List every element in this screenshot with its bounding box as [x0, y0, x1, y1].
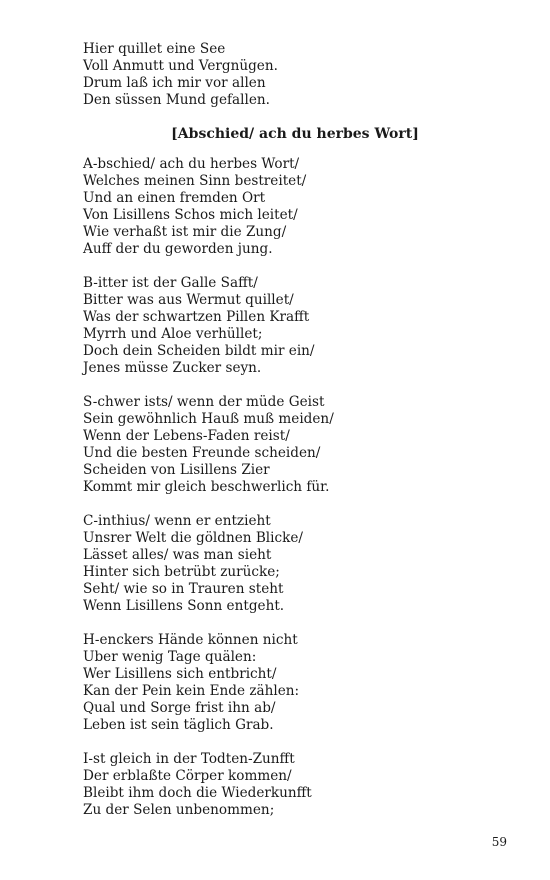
poem-title: [Abschied/ ach du herbes Wort] — [171, 126, 419, 142]
poem-line: Myrrh und Aloe verhüllet; — [83, 326, 263, 342]
poem-line: Den süssen Mund gefallen. — [83, 92, 270, 108]
poem-line: Kommt mir gleich beschwerlich für. — [83, 479, 330, 495]
poem-line: Qual und Sorge frist ihn ab/ — [83, 700, 276, 716]
poem-line: S-chwer ists/ wenn der müde Geist — [83, 394, 325, 410]
poem-line: Zu der Selen unbenommen; — [83, 802, 275, 818]
poem-line: Auff der du geworden jung. — [83, 241, 273, 257]
poem-line: Wer Lisillens sich entbricht/ — [83, 666, 277, 682]
poem-line: C-inthius/ wenn er entzieht — [83, 513, 271, 529]
poem-line: Von Lisillens Schos mich leitet/ — [83, 207, 298, 223]
stanza-c — [83, 513, 503, 615]
stanza-a — [83, 156, 503, 258]
poem-line: Wenn der Lebens-Faden reist/ — [83, 428, 290, 444]
poem-line: Bitter was aus Wermut quillet/ — [83, 292, 294, 308]
poem-line: Was der schwartzen Pillen Krafft — [83, 309, 310, 325]
poem-line: Sein gewöhnlich Hauß muß meiden/ — [83, 411, 334, 427]
poem-line: Wenn Lisillens Sonn entgeht. — [83, 598, 285, 614]
poem-line: Voll Anmutt und Vergnügen. — [83, 58, 278, 74]
poem-line: Hier quillet eine See — [83, 41, 226, 57]
poem-line: Kan der Pein kein Ende zählen: — [83, 683, 300, 699]
poem-line: Lässet alles/ was man sieht — [83, 547, 272, 563]
poem-line: Scheiden von Lisillens Zier — [83, 462, 270, 478]
stanza-i — [83, 751, 503, 819]
poem-line: Der erblaßte Cörper kommen/ — [83, 768, 292, 784]
poem-line: Leben ist sein täglich Grab. — [83, 717, 274, 733]
poem-line: Unsrer Welt die göldnen Blicke/ — [83, 530, 303, 546]
poem-line: Und die besten Freunde scheiden/ — [83, 445, 321, 461]
poem-line: Wie verhaßt ist mir die Zung/ — [83, 224, 287, 240]
stanza-h — [83, 632, 503, 734]
poem-line: Uber wenig Tage quälen: — [83, 649, 257, 665]
poem-line: Drum laß ich mir vor allen — [83, 75, 266, 91]
poem-line: Doch dein Scheiden bildt mir ein/ — [83, 343, 315, 359]
poem-line: Bleibt ihm doch die Wiederkunfft — [83, 785, 312, 801]
poem-line: Welches meinen Sinn bestreitet/ — [83, 173, 307, 189]
poem-line: H-enckers Hände können nicht — [83, 632, 298, 648]
poem-line: B-itter ist der Galle Safft/ — [83, 275, 258, 291]
poem-line: Und an einen fremden Ort — [83, 190, 266, 206]
poem-line: I-st gleich in der Todten-Zunfft — [83, 751, 295, 767]
page-number: 59 — [491, 835, 507, 849]
stanza-s — [83, 394, 503, 496]
poem-line: A-bschied/ ach du herbes Wort/ — [83, 156, 300, 172]
poem-line: Seht/ wie so in Trauren steht — [83, 581, 284, 597]
poem-content — [83, 41, 503, 836]
poem-line: Jenes müsse Zucker seyn. — [83, 360, 262, 376]
intro-stanza — [83, 41, 503, 109]
poem-line: Hinter sich betrübt zurücke; — [83, 564, 280, 580]
stanza-b — [83, 275, 503, 377]
